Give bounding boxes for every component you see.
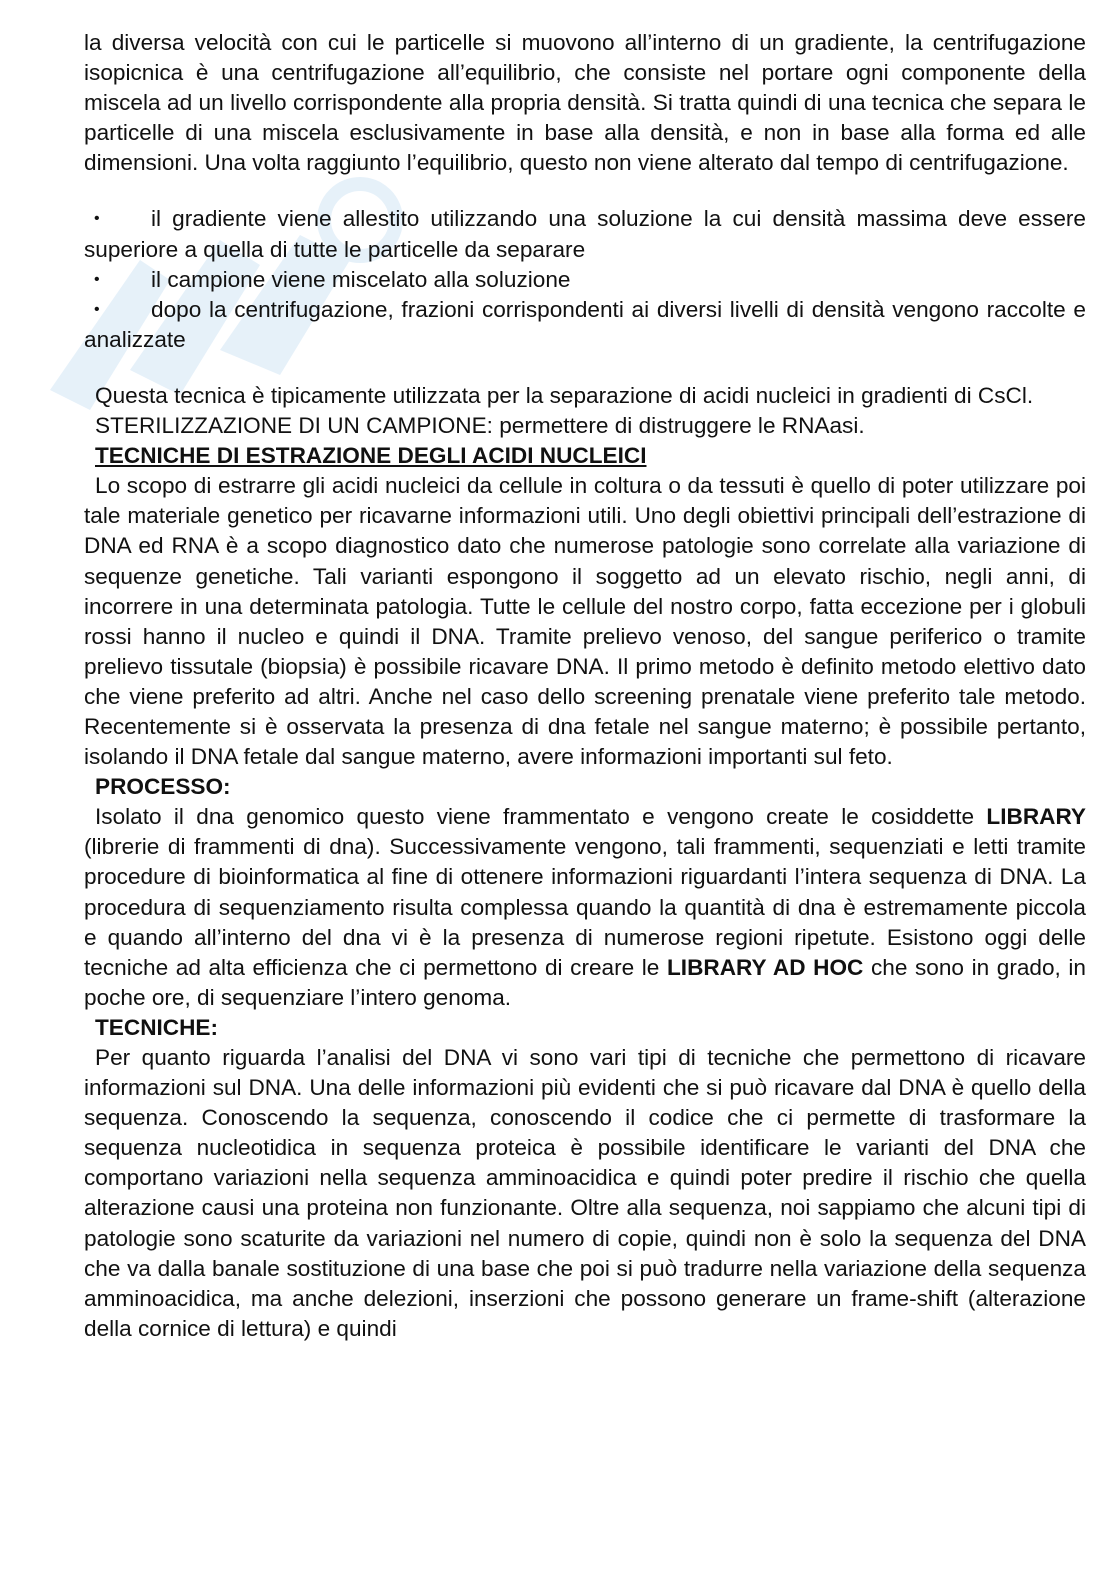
intro-paragraph: la diversa velocità con cui le particelle si muovono all’interno di un gradiente, la centrifugazione isopicnica è una centrifugazione all’equilibrio, che consiste nel portare ogni componente della miscela ad un livello corrispondente alla propria densità. Si tratta quindi di una tecnica che separa le particelle di una miscela esclusivamente in base alla densità, e non in base alla forma ed alle dimensioni. Una volta raggiunto l’equilibrio, questo non viene alterato dal tempo di centrifugazione.: [84, 30, 1086, 176]
sterilization-note: STERILIZZAZIONE DI UN CAMPIONE: permettere di distruggere le RNAasi.: [95, 413, 865, 439]
process-paragraph: [84, 802, 1086, 1013]
section-heading-process: PROCESSO:: [95, 774, 231, 800]
section-heading-techniques: TECNICHE:: [95, 1014, 219, 1040]
bullet-list: [84, 204, 1086, 354]
list-item: • dopo la centrifugazione, frazioni corrispondenti ai diversi livelli di densità vengono raccolte e analizzate: [84, 295, 1086, 355]
process-text-1: Isolato il dna genomico questo viene frammentato e vengono create le cosiddette: [95, 804, 987, 830]
techniques-paragraph: Per quanto riguarda l’analisi del DNA vi sono vari tipi di tecniche che permettono di ricavare informazioni sul DNA. Una delle informazioni più evidenti che si può ricavare dal DNA è quello della sequenza. Conoscendo la sequenza, conoscendo il codice che ci permette di trasformare la sequenza nucleotidica in sequenza proteica è possibile identificare le varianti del DNA che comportano variazioni nella sequenza amminoacidica e quindi poter predire il rischio che quella alterazione causi una proteina non funzionante. Oltre alla sequenza, noi sappiamo che alcuni tipi di patologie sono scaturite da variazioni nel numero di copie, quindi non è solo la sequenza del DNA che va dalla banale sostituzione di una base che poi si può tradurre nella variazione della sequenza amminoacidica, ma anche delezioni, inserzioni che possono generare un frame-shift (alterazione della cornice di lettura) e quindi: [84, 1045, 1086, 1341]
process-bold-library-ad-hoc: LIBRARY AD HOC: [666, 954, 864, 980]
cscl-note: Questa tecnica è tipicamente utilizzata per la separazione di acidi nucleici in gradienti di CsCl.: [95, 382, 1034, 408]
process-text-2: (librerie di frammenti di dna). Successivamente vengono, tali frammenti, sequenziati e letti tramite procedure di bioinformatica al fine di ottenere informazioni riguardanti l’intera sequenza di DNA. La procedura di sequenziamento risulta complessa quando la quantità di dna è estremamente piccola e quando all’interno del dna vi è la presenza di numerose regioni ripetute. Esistono oggi delle tecniche ad alta efficienza che ci permettono di creare le: [84, 834, 1086, 980]
section-heading-extraction: TECNICHE DI ESTRAZIONE DEGLI ACIDI NUCLEICI: [95, 443, 647, 469]
extraction-paragraph: Lo scopo di estrarre gli acidi nucleici da cellule in coltura o da tessuti è quello di poter utilizzare poi tale materiale genetico per ricavarne informazioni utili. Uno degli obiettivi principali dell’estrazione di DNA ed RNA è a scopo diagnostico dato che numerose patologie sono correlate alla variazione di sequenze genetiche. Tali varianti espongono il soggetto ad un elevato rischio, negli anni, di incorrere in una determinata patologia. Tutte le cellule del nostro corpo, fatta eccezione per i globuli rossi hanno il nucleo e quindi il DNA. Tramite prelievo venoso, del sangue periferico o tramite prelievo tissutale (biopsia) è possibile ricavare DNA. Il primo metodo è definito metodo elettivo dato che viene preferito ad altri. Anche nel caso dello screening prenatale viene preferito tale metodo. Recentemente si è osservata la presenza di dna fetale nel sangue materno; è possibile pertanto, isolando il DNA fetale dal sangue materno, avere informazioni importanti sul feto.: [84, 473, 1086, 770]
list-item: • il campione viene miscelato alla soluzione: [84, 265, 1086, 295]
process-text-3: che sono in grado, in poche ore, di sequenziare l’intero genoma.: [84, 954, 1087, 1010]
process-bold-library: LIBRARY: [986, 804, 1086, 830]
document-page: [84, 28, 1086, 1344]
list-item: • il gradiente viene allestito utilizzando una soluzione la cui densità massima deve essere superiore a quella di tutte le particelle da separare: [84, 204, 1086, 264]
